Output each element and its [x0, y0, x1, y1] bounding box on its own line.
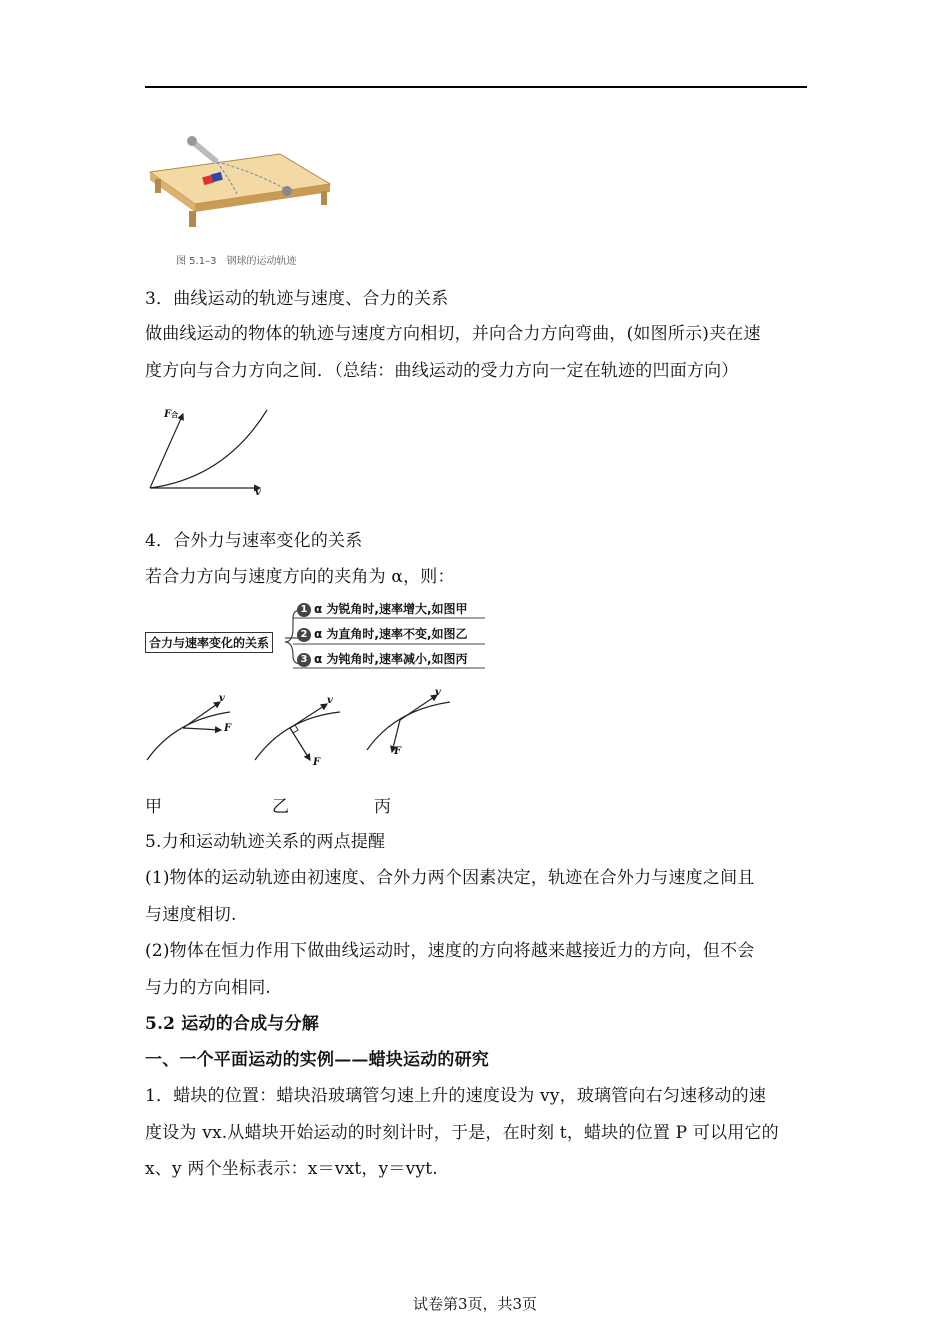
force-subscript: 合 — [171, 410, 179, 419]
section-5-point2-line1: (2)物体在恒力作用下做曲线运动时，速度的方向将越来越接近力的方向，但不会 — [145, 941, 755, 961]
section-4-heading: 4．合外力与速率变化的关系 — [145, 531, 363, 551]
three-cases-figure — [145, 687, 465, 775]
case-c-velocity-label: v — [435, 687, 441, 698]
figure-caption: 图 5.1–3 钢球的运动轨迹 — [176, 256, 297, 267]
section-5-point1-line2: 与速度相切. — [145, 905, 237, 925]
section-5-heading: 5.力和运动轨迹关系的两点提醒 — [145, 832, 386, 852]
header-rule — [145, 86, 807, 88]
mindmap-root: 合力与速率变化的关系 — [145, 632, 273, 653]
section-3-paragraph-line2: 度方向与合力方向之间．（总结：曲线运动的受力方向一定在轨迹的凹面方向） — [145, 361, 739, 381]
mindmap-item-3 — [297, 650, 468, 667]
mindmap-item-1 — [297, 600, 468, 617]
section-5-point2-line2: 与力的方向相同. — [145, 978, 272, 998]
section-4-paragraph: 若合力方向与速度方向的夹角为 α，则： — [145, 567, 455, 587]
force-label: F — [164, 409, 172, 420]
case-a-force-label: F — [224, 723, 232, 734]
mindmap-item-2 — [297, 625, 468, 642]
section-52-paragraph-line3: x、y 两个坐标表示：x＝vxt，y＝vyt. — [145, 1159, 438, 1179]
case-c-caption: 丙 — [374, 797, 392, 817]
mindmap-item-text-1: α 为锐角时,速率增大,如图甲 — [314, 602, 468, 616]
case-a-caption: 甲 — [145, 797, 163, 817]
section-52-paragraph-line2: 度设为 vx.从蜡块开始运动的时刻计时，于是，在时刻 t，蜡块的位置 P 可以用它的 — [145, 1123, 779, 1143]
page-footer: 试卷第3页，共3页 — [412, 1295, 538, 1313]
case-b-force-label: F — [313, 757, 321, 768]
section-3-heading: 3．曲线运动的轨迹与速度、合力的关系 — [145, 289, 449, 309]
velocity-label: v — [255, 487, 261, 498]
number-badge-1: 1 — [297, 603, 311, 617]
number-badge-2: 2 — [297, 628, 311, 642]
force-velocity-curve-figure — [145, 400, 275, 500]
section-52-subheading: 一、一个平面运动的实例——蜡块运动的研究 — [145, 1050, 489, 1070]
section-5-point1-line1: (1)物体的运动轨迹由初速度、合外力两个因素决定，轨迹在合外力与速度之间且 — [145, 868, 755, 888]
steel-ball-trajectory-figure — [145, 132, 335, 232]
case-c-force-label: F — [394, 746, 402, 757]
case-b-velocity-label: v — [327, 695, 333, 706]
mindmap — [145, 598, 490, 670]
section-3-paragraph-line1: 做曲线运动的物体的轨迹与速度方向相切，并向合力方向弯曲，(如图所示)夹在速 — [145, 324, 761, 344]
case-a-velocity-label: v — [219, 693, 225, 704]
section-52-heading: 5.2 运动的合成与分解 — [145, 1014, 319, 1034]
section-52-paragraph-line1: 1．蜡块的位置：蜡块沿玻璃管匀速上升的速度设为 vy，玻璃管向右匀速移动的速 — [145, 1086, 767, 1106]
number-badge-3: 3 — [297, 653, 311, 667]
case-b-caption: 乙 — [272, 797, 290, 817]
mindmap-item-text-3: α 为钝角时,速率减小,如图丙 — [314, 652, 468, 666]
mindmap-item-text-2: α 为直角时,速率不变,如图乙 — [314, 627, 468, 641]
